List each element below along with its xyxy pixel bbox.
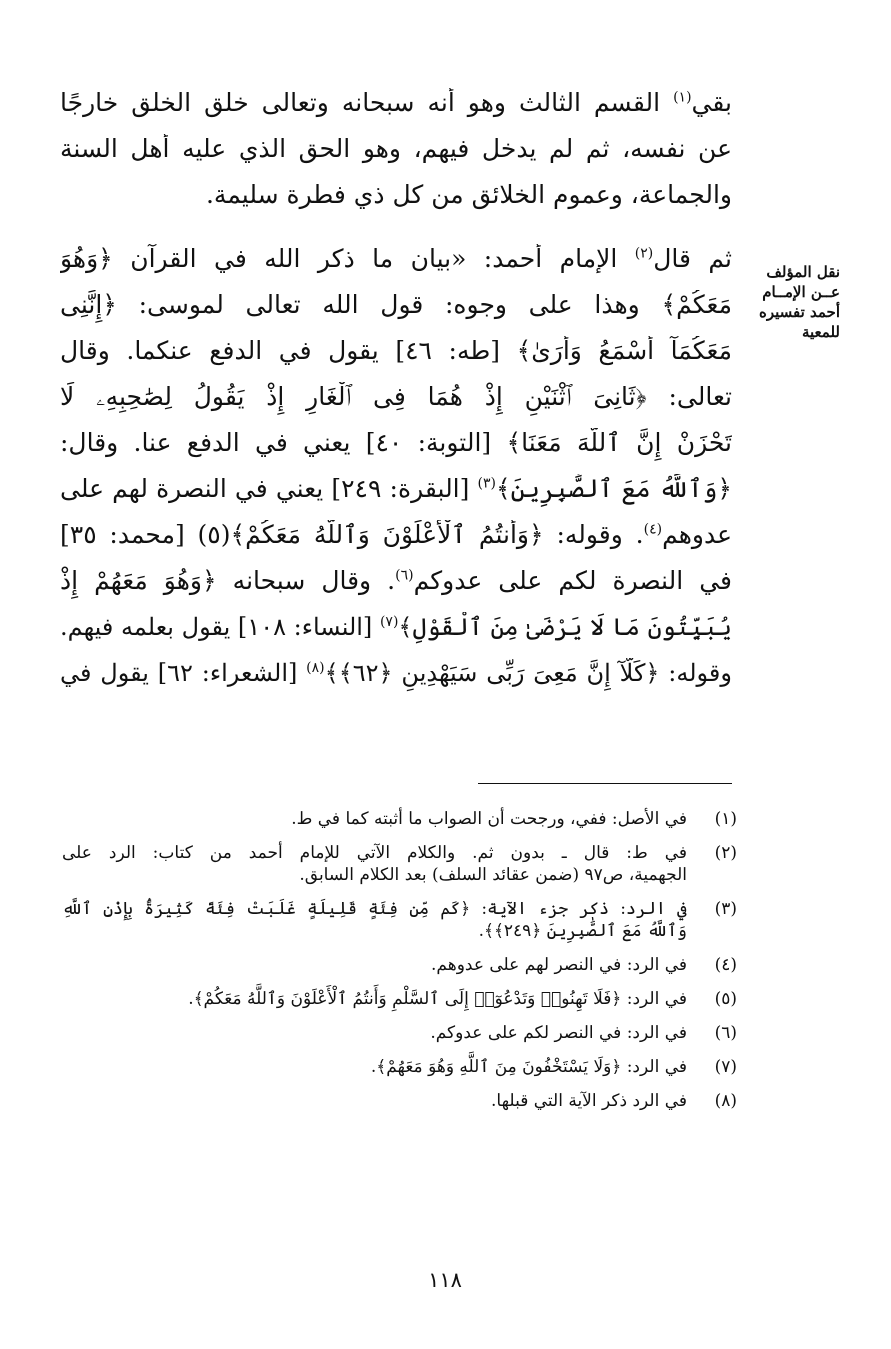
footnote-item — [62, 898, 737, 942]
footnote-number: (٣) — [714, 899, 737, 919]
footnote-item — [62, 1090, 737, 1112]
text-line: وقوله: ﴿كَلَّآ إِنَّ مَعِىَ رَبِّى سَيَهْدِينِ ﴿٦٢﴾﴾$^{(٨)}$ [الشعراء: ٦٢] يقول في — [60, 659, 732, 687]
footnote-text — [62, 898, 687, 942]
text-line: في النصرة لكم على عدوكم$^{(٦)}$. وقال سبحانه ﴿وَهُوَ مَعَهُمْ إِذْ — [60, 566, 732, 595]
footnote-ref[interactable]: (٣) — [477, 475, 496, 492]
footnote-text: في الرد: ﴿وَلَا يَسْتَخْفُونَ مِنَ ٱللَّهِ وَهُوَ مَعَهُمْ﴾. — [370, 1057, 687, 1077]
footnote-ref[interactable]: (٨) — [306, 660, 325, 676]
margin-note-line: أحمد تفسيره — [758, 303, 840, 321]
text-line: مَعَكُمَآ أَسْمَعُ وَأَرَىٰ﴾ [طه: ٤٦] يقول في الدفع عنكما. وقال — [60, 336, 732, 365]
footnote-item — [62, 808, 737, 830]
text-line: عن نفسه، ثم لم يدخل فيهم، وهو الحق الذي عليه أهل السنة — [60, 134, 732, 163]
text-line: تَحْزَنْ إِنَّ ٱللَّهَ مَعَنَا﴾ [التوبة: ٤٠] يعني في الدفع عنا. وقال: — [60, 428, 732, 457]
text-line: ثم قال$^{(٢)}$ الإمام أحمد: «بيان ما ذكر الله في القرآن ﴿وَهُوَ — [60, 244, 732, 273]
footnote-ref[interactable]: (٦) — [395, 567, 414, 584]
footnote-ref[interactable]: (١) — [673, 89, 692, 106]
footnote-separator — [478, 783, 732, 784]
footnote-item — [62, 988, 737, 1010]
footnote-number: (٨) — [714, 1091, 737, 1111]
footnote-line: في ط: قال ـ بدون ثم. والكلام الآتي للإمام أحمد من كتاب: الرد على — [62, 843, 687, 863]
paragraph-top — [60, 88, 732, 226]
footnote-number: (٦) — [714, 1023, 737, 1043]
margin-note-line: للمعية — [801, 323, 840, 341]
footnote-text: في الرد: في النصر لكم على عدوكم. — [430, 1023, 687, 1043]
footnote-ref[interactable]: (٢) — [634, 245, 654, 262]
text-line: ﴿وَٱللَّهُ مَعَ ٱلصَّٰبِرِينَ﴾$^{(٣)}$ [البقرة: ٢٤٩] يعني في النصرة لهم على — [60, 474, 732, 503]
margin-note — [748, 262, 840, 342]
footnote-text: في الرد ذكر الآية التي قبلها. — [491, 1091, 687, 1111]
footnote-item — [62, 1056, 737, 1078]
footnote-line: في الرد: ذكر جزء الآية: ﴿كَم مِّن فِئَةٍ قَلِيلَةٍ غَلَبَتْ فِئَةً كَثِيرَةًۢ بِإِذْنِ ٱللَّهِ — [62, 899, 687, 919]
footnote-item — [62, 1022, 737, 1044]
text-line: تعالى: ﴿ثَانِىَ ٱثْنَيْنِ إِذْ هُمَا فِى ٱلْغَارِ إِذْ يَقُولُ لِصَٰحِبِهِۦ لَا — [60, 382, 732, 411]
paragraph-main — [60, 244, 732, 704]
footnotes — [62, 808, 737, 1124]
footnote-continuation: الجهمية، ص٩٧ (ضمن عقائد السلف) بعد الكلام السابق. — [299, 865, 687, 885]
footnote-number: (٤) — [714, 955, 737, 975]
footnote-text: في الرد: في النصر لهم على عدوهم. — [431, 955, 687, 975]
footnote-text: في الرد: ﴿فَلَا تَهِنُوا۟ وَتَدْعُوٓا۟ إِلَى ٱلسَّلْمِ وَأَنتُمُ ٱلْأَعْلَوْنَ وَٱللَّهُ مَعَكُمْ﴾. — [188, 989, 687, 1009]
text-line: يُبَيِّتُونَ مَا لَا يَرْضَىٰ مِنَ ٱلْقَوْلِ﴾$^{(٧)}$ [النساء: ١٠٨] يقول بعلمه فيهم. — [60, 613, 732, 641]
text-line: مَعَكُمْ﴾ وهذا على وجوه: قول الله تعالى لموسى: ﴿إِنَّنِى — [60, 290, 732, 319]
footnote-number: (٢) — [714, 843, 737, 863]
footnote-ref[interactable]: (٤) — [643, 521, 663, 538]
text-line: بقي$^{(١)}$ القسم الثالث وهو أنه سبحانه وتعالى خلق الخلق خارجًا — [60, 88, 732, 117]
text-line: والجماعة، وعموم الخلائق من كل ذي فطرة سليمة. — [205, 180, 732, 209]
page-number: ١١٨ — [428, 1268, 462, 1292]
margin-note-line: عــن الإمــام — [762, 283, 840, 301]
text-line: عدوهم$^{(٤)}$. وقوله: ﴿وَأَنتُمُ ٱلْأَعْلَوْنَ وَٱللَّهُ مَعَكُمْ﴾(٥) [محمد: ٣٥] — [60, 520, 732, 549]
footnote-number: (١) — [714, 809, 737, 829]
footnote-continuation: وَٱللَّهُ مَعَ ٱلصَّٰبِرِينَ ﴿٢٤٩﴾﴾. — [478, 921, 687, 941]
footnote-text: في الأصل: ففي، ورجحت أن الصواب ما أثبته كما في ط. — [291, 809, 687, 829]
footnote-number: (٧) — [714, 1057, 737, 1077]
footnote-ref[interactable]: (٧) — [379, 614, 399, 630]
footnote-number: (٥) — [714, 989, 737, 1009]
margin-note-line: نقل المؤلف — [766, 263, 840, 281]
footnote-text — [62, 842, 687, 886]
footnote-item — [62, 842, 737, 886]
footnote-item — [62, 954, 737, 976]
